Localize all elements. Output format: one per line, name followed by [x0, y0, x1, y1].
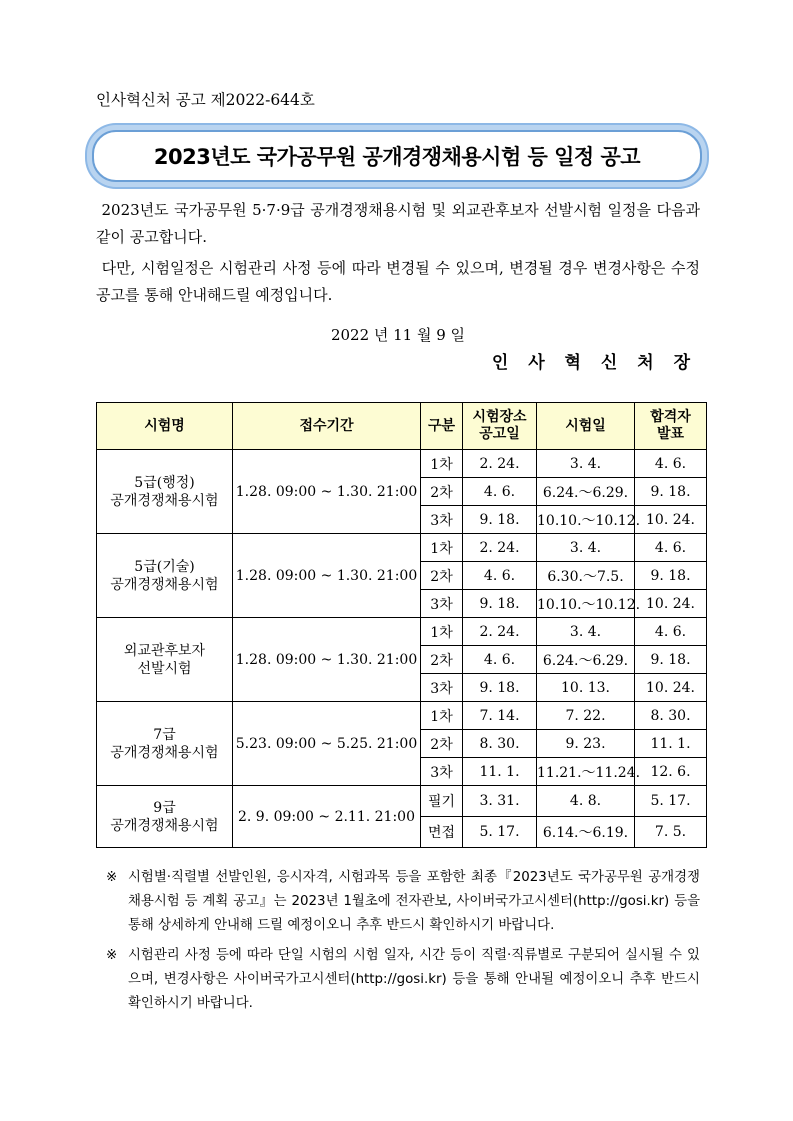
- page-title: 2023년도 국가공무원 공개경쟁채용시험 등 일정 공고: [153, 145, 641, 169]
- stage-cell: 2차: [421, 646, 463, 674]
- exam-name-cell: [97, 450, 233, 534]
- stage-cell: 필기: [421, 786, 463, 817]
- venue-notice-cell: 5. 17.: [463, 817, 537, 848]
- venue-notice-cell: 9. 18.: [463, 590, 537, 618]
- table-row: [97, 702, 707, 730]
- stage-cell: 1차: [421, 534, 463, 562]
- stage-cell: 2차: [421, 730, 463, 758]
- title-banner: [92, 130, 702, 182]
- table-row: [97, 534, 707, 562]
- exam-name-line1: 5급(행정): [134, 474, 195, 491]
- exam-date-cell: 3. 4.: [537, 534, 635, 562]
- result-date-cell: 4. 6.: [635, 450, 707, 478]
- schedule-table: [96, 402, 707, 848]
- result-date-cell: 9. 18.: [635, 646, 707, 674]
- result-date-cell: 9. 18.: [635, 478, 707, 506]
- venue-notice-cell: 4. 6.: [463, 562, 537, 590]
- venue-notice-cell: 4. 6.: [463, 478, 537, 506]
- exam-date-cell: 6.24.～6.29.: [537, 478, 635, 506]
- header-result-date: [635, 403, 707, 450]
- result-date-cell: 4. 6.: [635, 534, 707, 562]
- result-date-cell: 10. 24.: [635, 674, 707, 702]
- stage-cell: 3차: [421, 506, 463, 534]
- result-date-cell: 7. 5.: [635, 817, 707, 848]
- exam-date-cell: 10. 13.: [537, 674, 635, 702]
- result-date-cell: 5. 17.: [635, 786, 707, 817]
- exam-date-cell: 11.21.～11.24.: [537, 758, 635, 786]
- note-item: [106, 944, 700, 1016]
- table-row: [97, 450, 707, 478]
- exam-date-cell: 9. 23.: [537, 730, 635, 758]
- result-date-cell: 8. 30.: [635, 702, 707, 730]
- table-row: [97, 786, 707, 817]
- result-date-cell: 10. 24.: [635, 590, 707, 618]
- table-row: [97, 618, 707, 646]
- intro-paragraph: [96, 197, 700, 251]
- stage-cell: 2차: [421, 562, 463, 590]
- notice-paragraph-text: 다만, 시험일정은 시험관리 사정 등에 따라 변경될 수 있으며, 변경될 경우 변경사항은 수정 공고를 통해 안내해드릴 예정입니다.: [96, 259, 700, 304]
- result-date-cell: 10. 24.: [635, 506, 707, 534]
- exam-date-cell: 4. 8.: [537, 786, 635, 817]
- venue-notice-cell: 3. 31.: [463, 786, 537, 817]
- notice-paragraph: [96, 255, 700, 309]
- exam-date-cell: 10.10.～10.12.: [537, 506, 635, 534]
- result-date-cell: 9. 18.: [635, 562, 707, 590]
- exam-name-cell: [97, 786, 233, 848]
- reference-mark-icon: ※: [106, 948, 118, 963]
- venue-notice-cell: 2. 24.: [463, 534, 537, 562]
- exam-name-line1: 7급: [153, 726, 176, 743]
- header-venue-notice-date: [463, 403, 537, 450]
- header-application-period: 접수기간: [233, 403, 421, 450]
- exam-date-cell: 3. 4.: [537, 618, 635, 646]
- venue-notice-cell: 7. 14.: [463, 702, 537, 730]
- note-text: 시험별·직렬별 선발인원, 응시자격, 시험과목 등을 포함한 최종『2023년도 국가공무원 공개경쟁채용시험 등 계획 공고』는 2023년 1월초에 전자관보, 사이버국가고시센터(http://gosi.kr) 등을 통해 상세하게 안내해 드릴 예정이오니 추후 반드시 확인하시기 바랍니다.: [128, 870, 700, 933]
- header-stage: 구분: [421, 403, 463, 450]
- reference-mark-icon: ※: [106, 870, 118, 885]
- exam-date-cell: 6.14.～6.19.: [537, 817, 635, 848]
- issue-date: 2022 년 11 월 9 일: [330, 326, 466, 344]
- stage-cell: 3차: [421, 674, 463, 702]
- header-venue-line2: 공고일: [479, 426, 520, 442]
- exam-name-line1: 5급(기술): [134, 558, 195, 575]
- stage-cell: 1차: [421, 702, 463, 730]
- exam-name-line2: 공개경쟁채용시험: [110, 492, 219, 509]
- exam-date-cell: 7. 22.: [537, 702, 635, 730]
- table-header-row: [97, 403, 707, 450]
- signature: 인 사 혁 신 처 장: [491, 353, 697, 373]
- venue-notice-cell: 2. 24.: [463, 618, 537, 646]
- exam-name-line2: 공개경쟁채용시험: [110, 576, 219, 593]
- application-period-cell: 1.28. 09:00 ~ 1.30. 21:00: [233, 450, 421, 534]
- stage-cell: 1차: [421, 450, 463, 478]
- venue-notice-cell: 4. 6.: [463, 646, 537, 674]
- venue-notice-cell: 9. 18.: [463, 506, 537, 534]
- announcement-number: 인사혁신처 공고 제2022-644호: [96, 91, 315, 109]
- exam-date-cell: 6.24.～6.29.: [537, 646, 635, 674]
- note-text: 시험관리 사정 등에 따라 단일 시험의 시험 일자, 시간 등이 직렬·직류별로 구분되어 실시될 수 있으며, 변경사항은 사이버국가고시센터(http://gosi.kr) 등을 통해 안내될 예정이오니 추후 반드시 확인하시기 바랍니다.: [128, 948, 700, 1011]
- venue-notice-cell: 8. 30.: [463, 730, 537, 758]
- venue-notice-cell: 9. 18.: [463, 674, 537, 702]
- header-exam-date: 시험일: [537, 403, 635, 450]
- result-date-cell: 11. 1.: [635, 730, 707, 758]
- result-date-cell: 12. 6.: [635, 758, 707, 786]
- exam-name-line2: 선발시험: [137, 660, 192, 677]
- exam-name-line1: 9급: [153, 799, 176, 816]
- exam-name-line2: 공개경쟁채용시험: [110, 817, 219, 834]
- notes-section: [106, 866, 700, 1022]
- stage-cell: 3차: [421, 758, 463, 786]
- exam-date-cell: 10.10.～10.12.: [537, 590, 635, 618]
- header-result-line1: 합격자: [650, 409, 691, 425]
- venue-notice-cell: 11. 1.: [463, 758, 537, 786]
- application-period-cell: 5.23. 09:00 ~ 5.25. 21:00: [233, 702, 421, 786]
- exam-name-line1: 외교관후보자: [123, 642, 206, 659]
- header-result-line2: 발표: [656, 426, 685, 442]
- note-item: [106, 866, 700, 938]
- application-period-cell: 1.28. 09:00 ~ 1.30. 21:00: [233, 618, 421, 702]
- exam-name-line2: 공개경쟁채용시험: [110, 744, 219, 761]
- intro-paragraph-text: 2023년도 국가공무원 5·7·9급 공개경쟁채용시험 및 외교관후보자 선발시험 일정을 다음과 같이 공고합니다.: [96, 201, 700, 246]
- header-venue-line1: 시험장소: [472, 409, 527, 425]
- stage-cell: 1차: [421, 618, 463, 646]
- exam-name-cell: [97, 702, 233, 786]
- stage-cell: 면접: [421, 817, 463, 848]
- venue-notice-cell: 2. 24.: [463, 450, 537, 478]
- stage-cell: 3차: [421, 590, 463, 618]
- exam-date-cell: 6.30.～7.5.: [537, 562, 635, 590]
- header-exam-name: 시험명: [97, 403, 233, 450]
- result-date-cell: 4. 6.: [635, 618, 707, 646]
- stage-cell: 2차: [421, 478, 463, 506]
- application-period-cell: 1.28. 09:00 ~ 1.30. 21:00: [233, 534, 421, 618]
- application-period-cell: 2. 9. 09:00 ~ 2.11. 21:00: [233, 786, 421, 848]
- exam-name-cell: [97, 618, 233, 702]
- exam-date-cell: 3. 4.: [537, 450, 635, 478]
- exam-name-cell: [97, 534, 233, 618]
